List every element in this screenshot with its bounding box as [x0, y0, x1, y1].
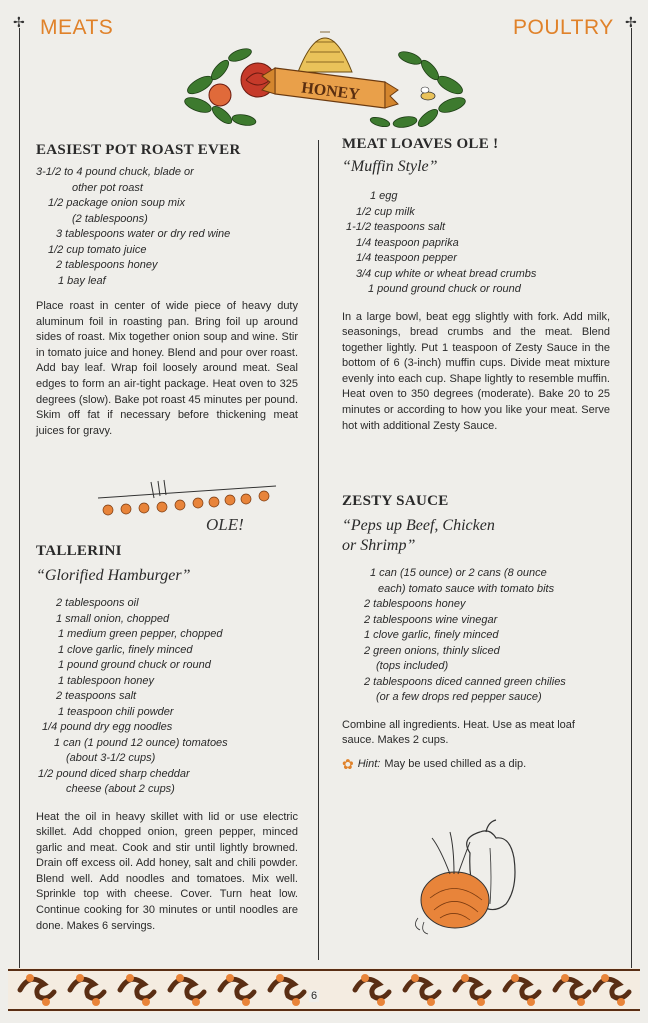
ingredient-item: (or a few drops red pepper sauce): [376, 691, 542, 703]
recipe-pot-roast: [36, 142, 298, 439]
decorative-footer-border: [0, 966, 648, 1014]
left-arrow-icon: ✢: [13, 14, 25, 30]
ingredient-item: 1/2 cup milk: [356, 205, 415, 218]
ingredient-item: cheese (about 2 cups): [66, 783, 175, 795]
ingredient-item: 1 clove garlic, finely minced: [364, 629, 499, 641]
ingredient-item: 1/4 teaspoon pepper: [356, 252, 457, 264]
recipe-tallerini: [36, 543, 298, 934]
recipe-subtitle: “Muffin Style”: [342, 158, 438, 175]
ingredient-item: each) tomato sauce with tomato bits: [378, 582, 555, 595]
section-heading-meats: MEATS: [40, 16, 114, 39]
page-number: 6: [311, 990, 318, 1002]
ingredient-item: 1 teaspoon chili powder: [58, 705, 174, 718]
ingredient-item: 1/4 pound dry egg noodles: [42, 721, 173, 733]
ingredient-item: 2 tablespoons diced canned green chilies: [364, 675, 566, 688]
ingredient-item: (tops included): [376, 660, 449, 672]
ingredient-item: 1/2 cup tomato juice: [48, 243, 147, 256]
ingredient-item: 2 tablespoons wine vinegar: [364, 613, 498, 626]
ingredient-item: 1/2 package onion soup mix: [48, 197, 185, 209]
ingredient-list: [342, 566, 610, 706]
recipe-directions: Place roast in center of wide piece of heavy duty aluminum foil in roasting pan. Bring foil up around sides of roast. Mix together onion soup and wine. Stir in tomato juice and honey. Blend and pour over roast. Add bay leaf. Wrap foil loosely around meat. Seal edges to form an air-tight package. Heat oven to 325 degrees (slow). Bake pot roast 45 minutes per pound. Skim off fat if necessary before thickening meat juices for gravy.: [36, 300, 298, 437]
right-border-line: [631, 28, 632, 968]
ingredient-list: [342, 189, 610, 298]
onion-pepper-illustration: [410, 818, 530, 936]
ingredient-item: 2 tablespoons honey: [56, 259, 158, 271]
recipe-subtitle-line: “Peps up Beef, Chicken: [342, 517, 495, 534]
ole-handwritten-label: OLE!: [206, 515, 244, 534]
ingredient-item: 1 egg: [370, 190, 398, 202]
ingredient-item: 1/2 pound diced sharp cheddar: [38, 767, 190, 780]
ingredient-item: 3/4 cup white or wheat bread crumbs: [356, 267, 537, 280]
recipe-title: ZESTY SAUCE: [342, 493, 449, 509]
ingredient-item: 1/4 teaspoon paprika: [356, 236, 459, 249]
flower-icon: ✿: [342, 755, 354, 772]
ole-lanterns-illustration: [96, 478, 286, 540]
hint-row: [342, 757, 610, 772]
recipe-zesty-sauce: [342, 493, 610, 772]
ingredient-item: (2 tablespoons): [72, 212, 148, 225]
ingredient-item: 3-1/2 to 4 pound chuck, blade or: [36, 166, 194, 178]
ingredient-item: 2 teaspoons salt: [56, 690, 137, 702]
recipe-subtitle-line: or Shrimp”: [342, 537, 416, 554]
recipe-directions: Combine all ingredients. Heat. Use as meat loaf sauce. Makes 2 cups.: [342, 718, 575, 747]
section-heading-poultry: POULTRY: [513, 16, 614, 39]
recipe-subtitle: [342, 516, 610, 556]
recipe-title: EASIEST POT ROAST EVER: [36, 142, 241, 158]
hint-label: Hint:: [357, 757, 381, 770]
recipe-title: MEAT LOAVES OLE !: [342, 136, 499, 152]
hint-text: May be used chilled as a dip.: [384, 757, 527, 770]
ingredient-item: (about 3-1/2 cups): [66, 752, 156, 764]
ingredient-item: 1 medium green pepper, chopped: [58, 628, 223, 640]
right-arrow-icon: ✢: [625, 14, 637, 30]
recipe-meat-loaves: [342, 136, 610, 434]
recipe-directions: In a large bowl, beat egg slightly with fork. Add milk, seasonings, bread crumbs and the meat. Blend together lightly. Put 1 teaspoon of Zesty Sauce in the bottom of 6 (3-inch) muffin cups. Divide meat mixture evenly into each cup. Shape lightly to resemble muffin. Heat oven to 350 degrees (moderate). Bake 20 to 25 minutes or according to how you like your meat. Serve hot with additional Zesty Sauce.: [342, 310, 610, 432]
honey-banner-illustration: [180, 10, 470, 135]
ingredient-item: 2 tablespoons honey: [364, 598, 466, 610]
ingredient-item: 3 tablespoons water or dry red wine: [56, 228, 231, 240]
ingredient-item: 1 can (15 ounce) or 2 cans (8 ounce: [370, 567, 547, 579]
recipe-subtitle: “Glorified Hamburger”: [36, 567, 191, 584]
ingredient-list: [36, 596, 298, 798]
ingredient-item: 1-1/2 teaspoons salt: [346, 221, 446, 233]
ingredient-item: other pot roast: [72, 181, 143, 194]
recipe-title: TALLERINI: [36, 543, 122, 559]
ingredient-item: 1 pound ground chuck or round: [368, 283, 521, 295]
ingredient-item: 1 pound ground chuck or round: [58, 659, 211, 671]
ingredient-item: 1 clove garlic, finely minced: [58, 643, 193, 656]
ingredient-item: 1 can (1 pound 12 ounce) tomatoes: [54, 736, 228, 749]
column-divider: [318, 140, 319, 960]
ingredient-item: 2 tablespoons oil: [56, 597, 139, 609]
ingredient-item: 2 green onions, thinly sliced: [364, 644, 500, 657]
ingredient-item: 1 tablespoon honey: [58, 674, 155, 687]
ingredient-item: 1 small onion, chopped: [56, 612, 170, 625]
recipe-directions: Heat the oil in heavy skillet with lid or use electric skillet. Add chopped onion, green pepper, minced garlic and meat. Cook and stir until lightly browned. Drain off excess oil. Add honey, salt and chili powder. Blend well. Add noodles and tomatoes. Mix well. Sprinkle top with cheese. Cover. Turn heat low. Continue cooking for 30 minutes or until noodles are done. Makes 6 servings.: [36, 810, 298, 932]
ingredient-item: 1 bay leaf: [58, 274, 106, 287]
left-border-line: [19, 28, 20, 968]
honey-ribbon-label: HONEY: [300, 79, 361, 104]
ingredient-list: [36, 165, 298, 289]
